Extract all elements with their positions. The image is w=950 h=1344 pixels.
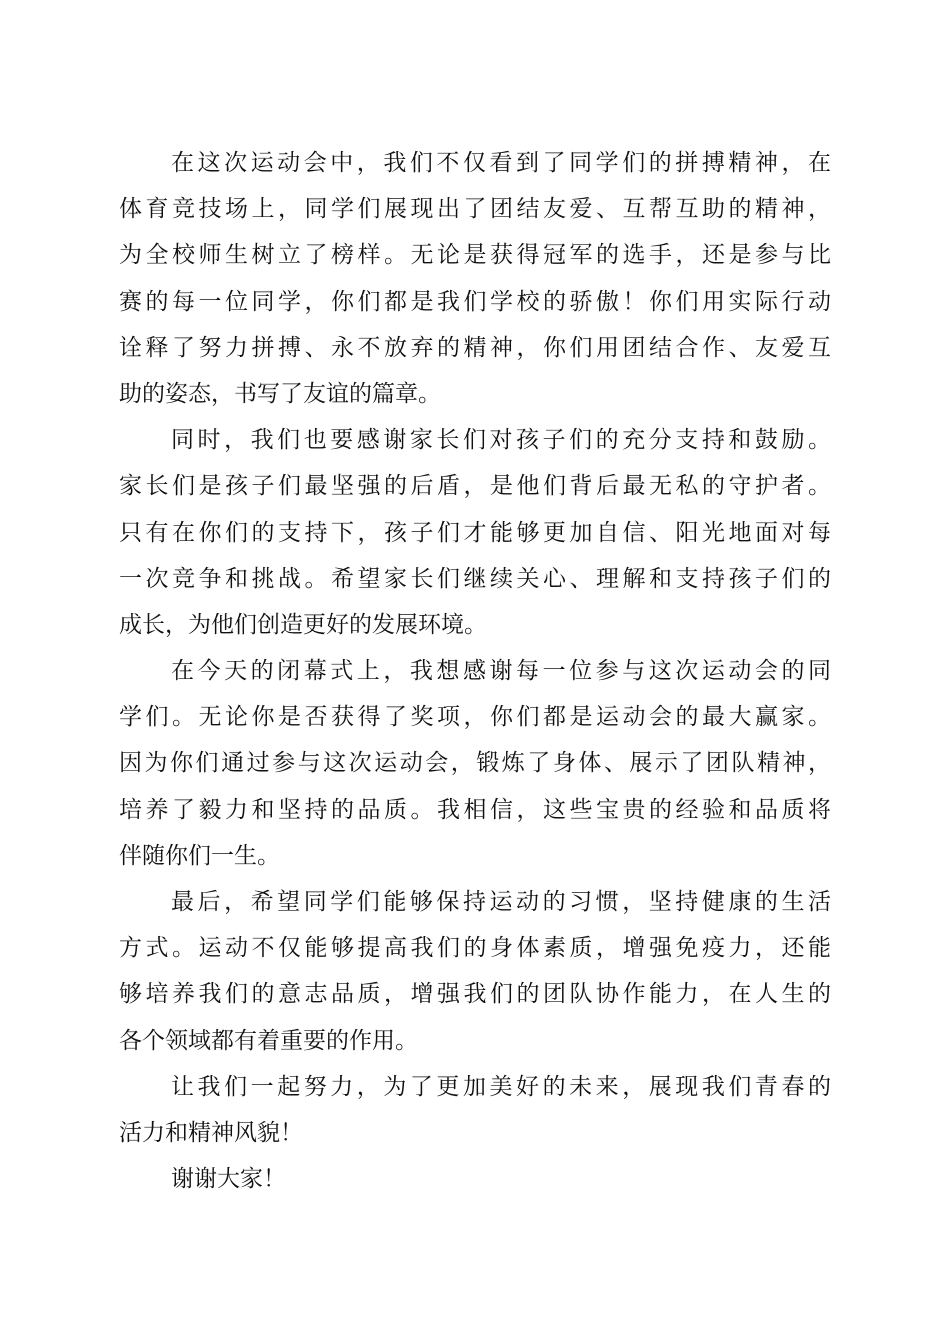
text-line: 为全校师生树立了榜样。无论是获得冠军的选手，还是参与比 <box>119 242 831 269</box>
closing-line: 谢谢大家！ <box>171 1166 286 1193</box>
paragraph-closing <box>119 1156 831 1202</box>
text-line: 培养了毅力和坚持的品质。我相信，这些宝贵的经验和品质将 <box>119 796 831 823</box>
text-line: 助的姿态，书写了友谊的篇章。 <box>119 380 441 407</box>
text-line: 体育竞技场上，同学们展现出了团结友爱、互帮互助的精神， <box>119 196 831 223</box>
text-line: 让我们一起努力，为了更加美好的未来，展现我们青春的 <box>171 1073 831 1100</box>
paragraph-5 <box>119 1064 831 1156</box>
paragraph-2 <box>119 417 831 648</box>
text-line: 最后，希望同学们能够保持运动的习惯，坚持健康的生活 <box>171 889 831 915</box>
document-body <box>119 140 831 1202</box>
text-line: 活力和精神风貌！ <box>119 1119 303 1146</box>
text-line: 同时，我们也要感谢家长们对孩子们的充分支持和鼓励。 <box>171 427 831 454</box>
paragraph-3 <box>119 648 831 879</box>
text-line: 赛的每一位同学，你们都是我们学校的骄傲！你们用实际行动 <box>119 288 831 315</box>
text-line: 在这次运动会中，我们不仅看到了同学们的拼搏精神，在 <box>171 150 831 176</box>
text-line: 伴随你们一生。 <box>119 842 280 869</box>
text-line: 诠释了努力拼搏、永不放弃的精神，你们用团结合作、友爱互 <box>119 334 831 361</box>
paragraph-1 <box>119 140 831 417</box>
text-line: 在今天的闭幕式上，我想感谢每一位参与这次运动会的同 <box>171 658 831 685</box>
text-line: 成长，为他们创造更好的发展环境。 <box>119 611 487 638</box>
text-line: 方式。运动不仅能够提高我们的身体素质，增强免疫力，还能 <box>119 935 831 962</box>
text-line: 学们。无论你是否获得了奖项，你们都是运动会的最大赢家。 <box>119 704 831 731</box>
text-line: 只有在你们的支持下，孩子们才能够更加自信、阳光地面对每 <box>119 519 831 546</box>
text-line: 家长们是孩子们最坚强的后盾，是他们背后最无私的守护者。 <box>119 473 831 500</box>
text-line: 因为你们通过参与这次运动会，锻炼了身体、展示了团队精神， <box>119 750 831 777</box>
paragraph-4 <box>119 879 831 1064</box>
text-line: 各个领域都有着重要的作用。 <box>119 1027 418 1054</box>
text-line: 一次竞争和挑战。希望家长们继续关心、理解和支持孩子们的 <box>119 565 831 592</box>
text-line: 够培养我们的意志品质，增强我们的团队协作能力，在人生的 <box>119 981 831 1008</box>
